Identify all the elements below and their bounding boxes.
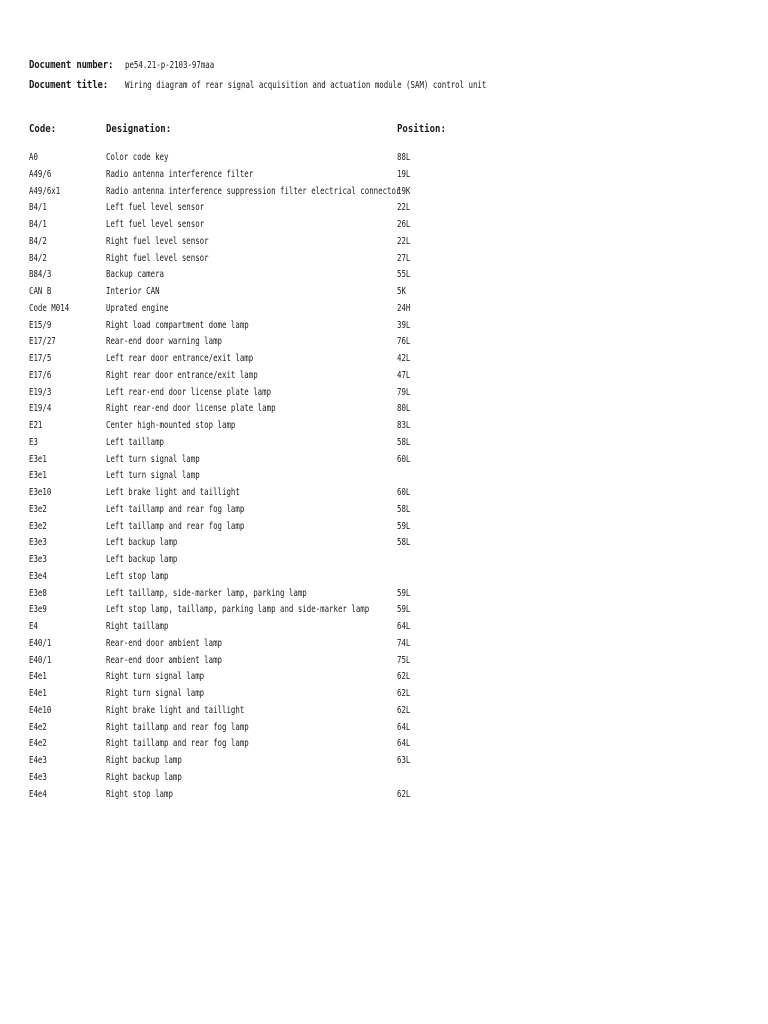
- row-designation: Radio antenna interference suppression filter electrical connector: [106, 185, 401, 197]
- header-position: Position:: [397, 122, 446, 135]
- row-designation: Right rear door entrance/exit lamp: [106, 369, 258, 381]
- table-row: [29, 152, 749, 169]
- row-designation: Left fuel level sensor: [106, 202, 205, 214]
- row-position: 58L: [397, 503, 411, 515]
- row-position: 42L: [397, 353, 411, 364]
- table-row: [29, 286, 749, 303]
- row-code: E4e2: [29, 721, 47, 733]
- row-designation: Left stop lamp, taillamp, parking lamp and side-marker lamp: [106, 604, 370, 616]
- table-row: [29, 504, 749, 521]
- table-row: [29, 722, 749, 739]
- row-code: Code M014: [29, 302, 70, 314]
- row-designation: Right load compartment dome lamp: [106, 319, 249, 331]
- row-designation: Right rear-end door license plate lamp: [106, 403, 276, 415]
- table-row: [29, 671, 749, 688]
- row-position: 88L: [397, 152, 411, 163]
- document-number-label: Document number:: [29, 58, 114, 71]
- row-designation: Left stop lamp: [106, 570, 169, 582]
- document-title-value: Wiring diagram of rear signal acquisition and actuation module (SAM) control unit: [125, 80, 487, 91]
- row-position: 27L: [397, 252, 411, 264]
- row-code: B4/2: [29, 252, 47, 264]
- row-code: E4e10: [29, 704, 52, 716]
- row-designation: Left rear door entrance/exit lamp: [106, 353, 254, 364]
- table-row: [29, 604, 749, 621]
- row-position: 47L: [397, 369, 411, 381]
- row-code: E17/27: [29, 336, 56, 348]
- row-designation: Radio antenna interference filter: [106, 168, 254, 180]
- table-row: [29, 789, 749, 806]
- row-designation: Rear-end door ambient lamp: [106, 637, 223, 649]
- table-row: [29, 705, 749, 722]
- row-code: E3e2: [29, 520, 47, 532]
- row-position: 59L: [397, 520, 411, 532]
- row-designation: Right taillamp: [106, 621, 169, 632]
- row-designation: Interior CAN: [106, 286, 160, 297]
- table-row: [29, 638, 749, 655]
- row-position: 24H: [397, 302, 411, 314]
- row-designation: Rear-end door ambient lamp: [106, 654, 223, 666]
- table-row: [29, 454, 749, 471]
- row-code: CAN B: [29, 286, 52, 297]
- row-position: 62L: [397, 671, 411, 683]
- row-code: E3: [29, 436, 38, 448]
- row-code: E3e1: [29, 470, 47, 482]
- row-code: E15/9: [29, 319, 52, 331]
- row-designation: Color code key: [106, 152, 169, 163]
- table-row: [29, 202, 749, 219]
- row-code: E3e8: [29, 587, 47, 599]
- table-row: [29, 772, 749, 789]
- table-row: [29, 470, 749, 487]
- table-row: [29, 387, 749, 404]
- row-position: 58L: [397, 436, 411, 448]
- row-position: 79L: [397, 386, 411, 398]
- document-number-row: [29, 58, 749, 78]
- table-row: [29, 487, 749, 504]
- row-position: 83L: [397, 420, 411, 431]
- table-row: [29, 336, 749, 353]
- row-position: 62L: [397, 688, 411, 699]
- row-position: 22L: [397, 202, 411, 214]
- row-code: E3e1: [29, 453, 47, 465]
- document-title-row: [29, 78, 749, 98]
- table-row: [29, 621, 749, 638]
- row-designation: Left taillamp and rear fog lamp: [106, 503, 245, 515]
- row-position: 19L: [397, 168, 411, 180]
- row-code: E3e4: [29, 570, 47, 582]
- row-designation: Right stop lamp: [106, 788, 173, 800]
- row-position: 64L: [397, 738, 411, 750]
- row-code: E3e3: [29, 537, 47, 549]
- row-code: E3e9: [29, 604, 47, 616]
- row-designation: Right backup lamp: [106, 771, 182, 783]
- row-designation: Left taillamp, side-marker lamp, parking lamp: [106, 587, 307, 599]
- row-position: 63L: [397, 755, 411, 766]
- table-row: [29, 755, 749, 772]
- table-row: [29, 521, 749, 538]
- row-position: 19K: [397, 185, 411, 197]
- row-position: 22L: [397, 235, 411, 247]
- row-code: E40/1: [29, 637, 52, 649]
- row-designation: Right taillamp and rear fog lamp: [106, 721, 249, 733]
- table-row: [29, 537, 749, 554]
- row-designation: Right turn signal lamp: [106, 688, 205, 699]
- row-code: E3e10: [29, 487, 52, 498]
- table-row: [29, 269, 749, 286]
- row-designation: Right fuel level sensor: [106, 235, 209, 247]
- table-row: [29, 571, 749, 588]
- row-position: 60L: [397, 487, 411, 498]
- row-code: A49/6x1: [29, 185, 61, 197]
- row-code: E40/1: [29, 654, 52, 666]
- table-row: [29, 303, 749, 320]
- table-row: [29, 554, 749, 571]
- row-position: 55L: [397, 269, 411, 281]
- row-designation: Left rear-end door license plate lamp: [106, 386, 272, 398]
- row-designation: Right fuel level sensor: [106, 252, 209, 264]
- row-designation: Left taillamp: [106, 436, 165, 448]
- row-designation: Rear-end door warning lamp: [106, 336, 223, 348]
- row-designation: Left turn signal lamp: [106, 453, 200, 465]
- table-row: [29, 219, 749, 236]
- row-position: 64L: [397, 621, 411, 632]
- component-table: [29, 152, 749, 805]
- row-code: A0: [29, 152, 38, 163]
- row-code: E19/4: [29, 403, 52, 415]
- row-designation: Right taillamp and rear fog lamp: [106, 738, 249, 750]
- table-row: [29, 370, 749, 387]
- row-position: 64L: [397, 721, 411, 733]
- row-code: E3e2: [29, 503, 47, 515]
- row-designation: Left turn signal lamp: [106, 470, 200, 482]
- row-position: 39L: [397, 319, 411, 331]
- table-row: [29, 236, 749, 253]
- row-designation: Uprated engine: [106, 302, 169, 314]
- row-code: E4: [29, 621, 38, 632]
- row-code: B84/3: [29, 269, 52, 281]
- row-designation: Left fuel level sensor: [106, 219, 205, 230]
- table-row: [29, 169, 749, 186]
- table-row: [29, 437, 749, 454]
- row-position: 62L: [397, 788, 411, 800]
- row-designation: Left brake light and taillight: [106, 487, 240, 498]
- row-code: E3e3: [29, 554, 47, 565]
- row-designation: Left taillamp and rear fog lamp: [106, 520, 245, 532]
- header-designation: Designation:: [106, 122, 172, 135]
- row-code: E17/6: [29, 369, 52, 381]
- row-position: 75L: [397, 654, 411, 666]
- document-number-value: pe54.21-p-2103-97maa: [125, 60, 215, 71]
- row-code: E19/3: [29, 386, 52, 398]
- table-row: [29, 253, 749, 270]
- row-position: 76L: [397, 336, 411, 348]
- row-designation: Backup camera: [106, 269, 165, 281]
- row-code: E4e1: [29, 688, 47, 699]
- row-code: A49/6: [29, 168, 52, 180]
- row-code: E4e3: [29, 755, 47, 766]
- table-row: [29, 186, 749, 203]
- header-code: Code:: [29, 122, 57, 135]
- row-designation: Right turn signal lamp: [106, 671, 205, 683]
- row-code: E4e4: [29, 788, 47, 800]
- table-row: [29, 655, 749, 672]
- row-position: 74L: [397, 637, 411, 649]
- table-row: [29, 688, 749, 705]
- table-row: [29, 403, 749, 420]
- table-header: [29, 122, 749, 138]
- row-code: B4/1: [29, 202, 47, 214]
- document-sheet: [29, 58, 749, 805]
- table-row: [29, 420, 749, 437]
- row-code: B4/1: [29, 219, 47, 230]
- row-position: 26L: [397, 219, 411, 230]
- row-designation: Center high-mounted stop lamp: [106, 420, 236, 431]
- row-code: E21: [29, 420, 43, 431]
- row-position: 59L: [397, 604, 411, 616]
- row-designation: Left backup lamp: [106, 554, 178, 565]
- row-code: E4e3: [29, 771, 47, 783]
- row-code: E4e1: [29, 671, 47, 683]
- row-position: 59L: [397, 587, 411, 599]
- row-code: B4/2: [29, 235, 47, 247]
- row-designation: Right brake light and taillight: [106, 704, 245, 716]
- row-position: 80L: [397, 403, 411, 415]
- table-row: [29, 320, 749, 337]
- document-title-label: Document title:: [29, 78, 109, 91]
- table-row: [29, 353, 749, 370]
- row-position: 62L: [397, 704, 411, 716]
- row-code: E4e2: [29, 738, 47, 750]
- table-row: [29, 588, 749, 605]
- row-position: 60L: [397, 453, 411, 465]
- row-code: E17/5: [29, 353, 52, 364]
- row-position: 58L: [397, 537, 411, 549]
- row-position: 5K: [397, 286, 406, 297]
- row-designation: Left backup lamp: [106, 537, 178, 549]
- row-designation: Right backup lamp: [106, 755, 182, 766]
- table-row: [29, 738, 749, 755]
